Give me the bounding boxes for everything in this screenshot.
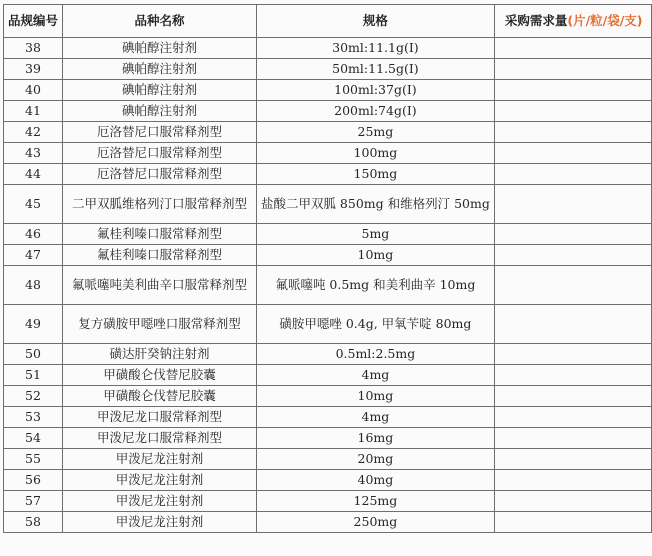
header-unit-label: 片/粒/袋/支 [573, 13, 637, 28]
product-name-cell: 碘帕醇注射剂 [63, 38, 257, 59]
specification-cell: 25mg [256, 122, 494, 143]
item-number-cell: 56 [4, 470, 63, 491]
item-number-cell: 45 [4, 185, 63, 224]
specification-cell: 250mg [256, 512, 494, 533]
specification-cell: 50ml:11.5g(I) [256, 59, 494, 80]
specification-cell: 100mg [256, 143, 494, 164]
item-number-cell: 48 [4, 266, 63, 305]
specification-cell: 5mg [256, 224, 494, 245]
item-number-cell: 52 [4, 386, 63, 407]
header-product-name: 品种名称 [63, 5, 257, 38]
table-row [4, 344, 652, 365]
product-name-cell: 甲泼尼龙注射剂 [63, 449, 257, 470]
specification-cell: 10mg [256, 245, 494, 266]
specification-cell: 200ml:74g(I) [256, 101, 494, 122]
table-row [4, 512, 652, 533]
purchase-quantity-cell [494, 164, 651, 185]
purchase-quantity-cell [494, 143, 651, 164]
header-quantity-label: 采购需求量 [504, 13, 568, 28]
table-header [4, 5, 652, 38]
header-row [4, 5, 652, 38]
product-name-cell: 碘帕醇注射剂 [63, 101, 257, 122]
item-number-cell: 53 [4, 407, 63, 428]
header-purchase-quantity [494, 5, 651, 38]
header-item-number: 品规编号 [4, 5, 63, 38]
table-row [4, 101, 652, 122]
purchase-quantity-cell [494, 245, 651, 266]
purchase-quantity-cell [494, 266, 651, 305]
product-name-cell: 甲泼尼龙注射剂 [63, 470, 257, 491]
purchase-quantity-cell [494, 428, 651, 449]
item-number-cell: 42 [4, 122, 63, 143]
table-row [4, 143, 652, 164]
specification-cell: 100ml:37g(I) [256, 80, 494, 101]
purchase-quantity-cell [494, 470, 651, 491]
item-number-cell: 49 [4, 305, 63, 344]
item-number-cell: 40 [4, 80, 63, 101]
purchase-quantity-cell [494, 344, 651, 365]
purchase-quantity-cell [494, 491, 651, 512]
table-row [4, 185, 652, 224]
purchase-quantity-cell [494, 449, 651, 470]
table-row [4, 266, 652, 305]
header-unit-open-paren: ( [567, 13, 574, 28]
procurement-table [3, 4, 652, 533]
product-name-cell: 碘帕醇注射剂 [63, 80, 257, 101]
table-row [4, 428, 652, 449]
table-row [4, 305, 652, 344]
table-row [4, 386, 652, 407]
item-number-cell: 55 [4, 449, 63, 470]
product-name-cell: 厄洛替尼口服常释剂型 [63, 143, 257, 164]
header-unit-close-paren: ) [636, 13, 643, 28]
specification-cell: 30ml:11.1g(I) [256, 38, 494, 59]
specification-cell: 4mg [256, 365, 494, 386]
specification-cell: 磺胺甲噁唑 0.4g, 甲氧苄啶 80mg [256, 305, 494, 344]
item-number-cell: 51 [4, 365, 63, 386]
purchase-quantity-cell [494, 365, 651, 386]
purchase-quantity-cell [494, 122, 651, 143]
specification-cell: 16mg [256, 428, 494, 449]
product-name-cell: 厄洛替尼口服常释剂型 [63, 122, 257, 143]
purchase-quantity-cell [494, 101, 651, 122]
table-row [4, 470, 652, 491]
purchase-quantity-cell [494, 305, 651, 344]
product-name-cell: 甲泼尼龙注射剂 [63, 491, 257, 512]
header-specification: 规格 [256, 5, 494, 38]
item-number-cell: 43 [4, 143, 63, 164]
product-name-cell: 甲磺酸仑伐替尼胶囊 [63, 365, 257, 386]
table-row [4, 38, 652, 59]
purchase-quantity-cell [494, 38, 651, 59]
table-row [4, 164, 652, 185]
specification-cell: 氟哌噻吨 0.5mg 和美利曲辛 10mg [256, 266, 494, 305]
item-number-cell: 41 [4, 101, 63, 122]
specification-cell: 20mg [256, 449, 494, 470]
specification-cell: 4mg [256, 407, 494, 428]
purchase-quantity-cell [494, 185, 651, 224]
purchase-quantity-cell [494, 59, 651, 80]
item-number-cell: 46 [4, 224, 63, 245]
product-name-cell: 磺达肝癸钠注射剂 [63, 344, 257, 365]
purchase-quantity-cell [494, 80, 651, 101]
table-row [4, 365, 652, 386]
specification-cell: 盐酸二甲双胍 850mg 和维格列汀 50mg [256, 185, 494, 224]
product-name-cell: 氟桂利嗪口服常释剂型 [63, 224, 257, 245]
table-body [4, 38, 652, 533]
purchase-quantity-cell [494, 386, 651, 407]
item-number-cell: 44 [4, 164, 63, 185]
specification-cell: 0.5ml:2.5mg [256, 344, 494, 365]
table-row [4, 245, 652, 266]
purchase-quantity-cell [494, 224, 651, 245]
table-row [4, 224, 652, 245]
table-row [4, 122, 652, 143]
specification-cell: 125mg [256, 491, 494, 512]
table-row [4, 80, 652, 101]
product-name-cell: 甲泼尼龙注射剂 [63, 512, 257, 533]
item-number-cell: 47 [4, 245, 63, 266]
product-name-cell: 氟桂利嗪口服常释剂型 [63, 245, 257, 266]
product-name-cell: 氟哌噻吨美利曲辛口服常释剂型 [63, 266, 257, 305]
table-row [4, 59, 652, 80]
table-row [4, 491, 652, 512]
purchase-quantity-cell [494, 512, 651, 533]
product-name-cell: 甲磺酸仑伐替尼胶囊 [63, 386, 257, 407]
product-name-cell: 碘帕醇注射剂 [63, 59, 257, 80]
item-number-cell: 57 [4, 491, 63, 512]
item-number-cell: 50 [4, 344, 63, 365]
item-number-cell: 54 [4, 428, 63, 449]
item-number-cell: 58 [4, 512, 63, 533]
specification-cell: 40mg [256, 470, 494, 491]
table-row [4, 407, 652, 428]
product-name-cell: 二甲双胍维格列汀口服常释剂型 [63, 185, 257, 224]
product-name-cell: 甲泼尼龙口服常释剂型 [63, 407, 257, 428]
purchase-quantity-cell [494, 407, 651, 428]
item-number-cell: 38 [4, 38, 63, 59]
product-name-cell: 甲泼尼龙口服常释剂型 [63, 428, 257, 449]
item-number-cell: 39 [4, 59, 63, 80]
table-row [4, 449, 652, 470]
specification-cell: 150mg [256, 164, 494, 185]
product-name-cell: 复方磺胺甲噁唑口服常释剂型 [63, 305, 257, 344]
specification-cell: 10mg [256, 386, 494, 407]
product-name-cell: 厄洛替尼口服常释剂型 [63, 164, 257, 185]
